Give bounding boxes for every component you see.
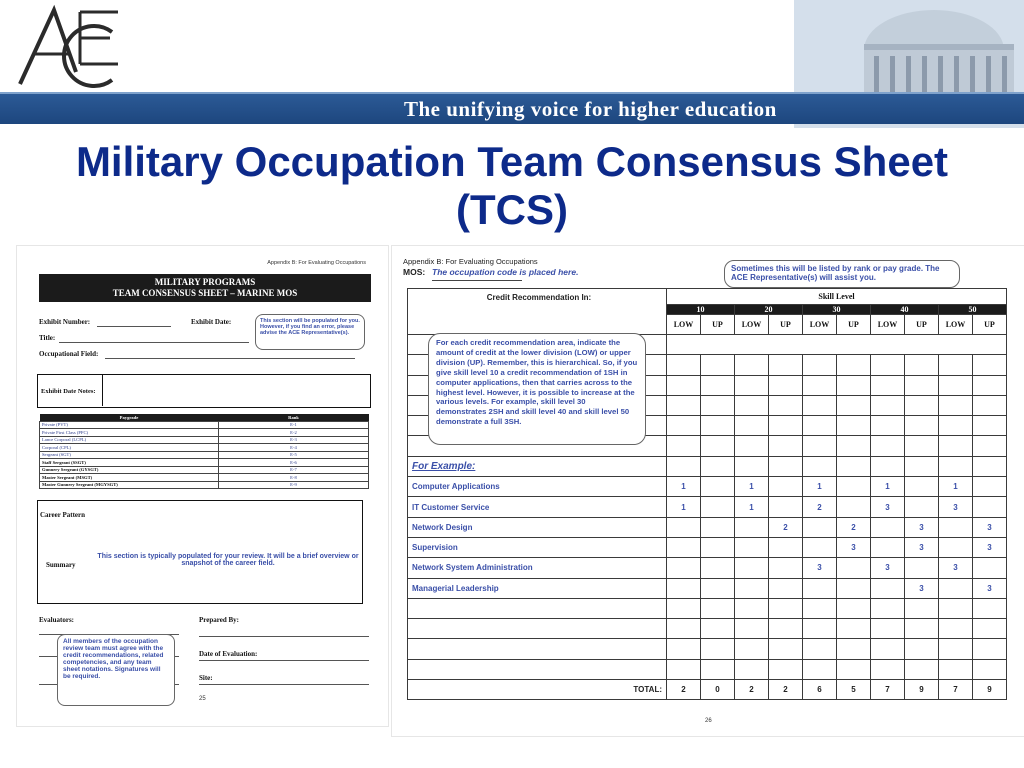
credit-value-cell — [667, 375, 701, 395]
row-label: Computer Applications — [408, 477, 667, 497]
credit-value-cell — [735, 558, 769, 578]
table-row — [40, 451, 369, 459]
credit-value-cell — [803, 639, 837, 659]
credit-value-cell — [939, 355, 973, 375]
credit-value-cell — [837, 436, 871, 456]
skill-level-header: Skill Level — [667, 289, 1007, 305]
credit-value-cell — [871, 395, 905, 415]
title-line — [59, 342, 249, 343]
credit-value-cell — [803, 537, 837, 557]
credit-value-cell — [701, 598, 735, 618]
credit-value-cell — [973, 456, 1007, 476]
blank-row-span — [667, 335, 1007, 355]
credit-value-cell — [871, 456, 905, 476]
credit-value-cell: 1 — [735, 477, 769, 497]
slide-title — [0, 138, 1024, 234]
credit-value-cell — [973, 659, 1007, 679]
credit-value-cell: 3 — [973, 517, 1007, 537]
paygrade-cell: Master Gunnery Sergeant (MGYSGT) — [40, 481, 219, 489]
credit-value-cell — [973, 477, 1007, 497]
credit-value-cell — [667, 355, 701, 375]
table-row — [408, 680, 1007, 700]
credit-value-cell: 1 — [939, 477, 973, 497]
credit-value-cell: 3 — [905, 578, 939, 598]
occupational-field-label: Occupational Field: — [39, 350, 99, 358]
credit-value-cell — [939, 436, 973, 456]
paygrade-cell: Master Sergeant (MSGT) — [40, 474, 219, 482]
credit-value-cell — [871, 355, 905, 375]
credit-value-cell — [701, 639, 735, 659]
credit-value-cell — [667, 436, 701, 456]
credit-value-cell — [939, 578, 973, 598]
up-column-header: UP — [837, 315, 871, 335]
paygrade-cell: Private (PVT) — [40, 421, 219, 429]
credit-value-cell — [701, 517, 735, 537]
row-label: Managerial Leadership — [408, 578, 667, 598]
summary-note: This section is typically populated for your review. It will be a brief overview or snapshot of the career field. — [97, 553, 359, 567]
credit-value-cell — [837, 558, 871, 578]
credit-value-cell — [803, 578, 837, 598]
credit-value-cell — [803, 517, 837, 537]
credit-value-cell — [769, 355, 803, 375]
credit-value-cell — [837, 416, 871, 436]
rank-cell: E-5 — [219, 451, 369, 459]
table-row — [40, 481, 369, 489]
credit-value-cell: 2 — [837, 517, 871, 537]
credit-value-cell: 0 — [701, 680, 735, 700]
credit-value-cell — [735, 375, 769, 395]
credit-value-cell — [905, 355, 939, 375]
credit-value-cell: 3 — [871, 558, 905, 578]
credit-value-cell: 6 — [803, 680, 837, 700]
credit-value-cell — [973, 598, 1007, 618]
table-row — [40, 436, 369, 444]
slide-title-line2: (TCS) — [456, 186, 568, 233]
credit-value-cell — [939, 639, 973, 659]
credit-value-cell — [871, 619, 905, 639]
credit-value-cell: 3 — [871, 497, 905, 517]
date-of-evaluation-line — [199, 660, 369, 661]
header-banner — [0, 0, 1024, 128]
credit-value-cell — [837, 497, 871, 517]
skill-level-20: 20 — [735, 305, 803, 315]
slide-title-line1: Military Occupation Team Consensus Sheet — [75, 138, 949, 185]
credit-value-cell — [769, 578, 803, 598]
credit-value-cell — [939, 395, 973, 415]
credit-value-cell — [905, 375, 939, 395]
credit-value-cell — [769, 456, 803, 476]
credit-value-cell — [871, 578, 905, 598]
credit-value-cell — [701, 619, 735, 639]
skill-level-10: 10 — [667, 305, 735, 315]
credit-value-cell — [939, 619, 973, 639]
row-label: Supervision — [408, 537, 667, 557]
credit-value-cell — [803, 598, 837, 618]
table-row — [40, 466, 369, 474]
credit-value-cell — [701, 416, 735, 436]
credit-value-cell — [701, 375, 735, 395]
credit-value-cell — [905, 436, 939, 456]
credit-value-cell — [939, 375, 973, 395]
callout-credit-recommendation: For each credit recommendation area, indicate the amount of credit at the lower division (LOW) or upper division (UP). Remember, this is hierarchical. So, if you give skill level 10 a credit recommendation of 1SH in computer applications, then that carries across to the highest level. However, it is possible to increase at the various levels. For example, skill level 30 demonstrates 2SH and skill level 40 and skill level 50 demonstrate a full 3SH. — [428, 333, 646, 445]
credit-value-cell: 9 — [973, 680, 1007, 700]
row-label: For Example: — [408, 456, 667, 476]
credit-value-cell — [871, 436, 905, 456]
rank-cell: E-1 — [219, 421, 369, 429]
credit-value-cell — [905, 416, 939, 436]
up-column-header: UP — [905, 315, 939, 335]
callout-evaluators: All members of the occupation review team must agree with the credit recommendations, related competencies, and any team sheet notations. Signatures will be required. — [57, 634, 175, 706]
rank-cell: E-2 — [219, 429, 369, 437]
table-row — [408, 619, 1007, 639]
credit-value-cell — [735, 416, 769, 436]
credit-value-cell: 3 — [837, 537, 871, 557]
credit-value-cell — [837, 659, 871, 679]
credit-value-cell — [871, 416, 905, 436]
row-label — [408, 619, 667, 639]
credit-value-cell — [769, 639, 803, 659]
credit-value-cell — [905, 456, 939, 476]
credit-value-cell: 2 — [769, 680, 803, 700]
table-row — [408, 497, 1007, 517]
credit-value-cell — [905, 659, 939, 679]
paygrade-cell: Sergeant (SGT) — [40, 451, 219, 459]
page-number: 26 — [705, 718, 712, 724]
credit-value-cell — [871, 375, 905, 395]
exhibit-date-label: Exhibit Date: — [191, 318, 232, 326]
credit-value-cell — [837, 477, 871, 497]
up-column-header: UP — [701, 315, 735, 335]
low-column-header: LOW — [735, 315, 769, 335]
career-pattern-label: Career Pattern — [40, 511, 86, 519]
credit-value-cell — [837, 598, 871, 618]
table-row — [40, 459, 369, 467]
credit-value-cell: 7 — [871, 680, 905, 700]
credit-value-cell: 9 — [905, 680, 939, 700]
credit-value-cell — [769, 619, 803, 639]
credit-value-cell — [939, 456, 973, 476]
credit-value-cell: 3 — [905, 517, 939, 537]
table-row — [408, 659, 1007, 679]
credit-value-cell — [769, 659, 803, 679]
credit-value-cell — [939, 416, 973, 436]
rank-cell: E-9 — [219, 481, 369, 489]
rank-header: Rank — [219, 414, 369, 421]
paygrade-header: Paygrade — [40, 414, 219, 421]
rank-cell: E-8 — [219, 474, 369, 482]
credit-value-cell — [803, 355, 837, 375]
low-column-header: LOW — [803, 315, 837, 335]
row-label: IT Customer Service — [408, 497, 667, 517]
credit-value-cell — [769, 598, 803, 618]
credit-value-cell: 2 — [769, 517, 803, 537]
row-label — [408, 639, 667, 659]
consensus-sheet-page-25 — [17, 246, 388, 726]
credit-value-cell — [769, 436, 803, 456]
table-row — [408, 598, 1007, 618]
paygrade-cell: Lance Corporal (LCPL) — [40, 436, 219, 444]
credit-value-cell — [769, 395, 803, 415]
credit-value-cell — [701, 395, 735, 415]
credit-value-cell: 5 — [837, 680, 871, 700]
mos-underline — [432, 280, 522, 281]
credit-value-cell — [735, 659, 769, 679]
exhibit-number-line — [97, 326, 171, 327]
prepared-by-line — [199, 636, 369, 637]
credit-value-cell — [905, 639, 939, 659]
credit-value-cell — [667, 395, 701, 415]
credit-value-cell: 2 — [735, 680, 769, 700]
paygrade-cell: Gunnery Sergeant (GYSGT) — [40, 466, 219, 474]
skill-level-50: 50 — [939, 305, 1007, 315]
credit-value-cell — [803, 619, 837, 639]
credit-value-cell — [701, 497, 735, 517]
credit-value-cell — [701, 456, 735, 476]
row-label — [408, 659, 667, 679]
rank-cell: E-4 — [219, 444, 369, 452]
credit-value-cell: 3 — [973, 537, 1007, 557]
credit-value-cell — [837, 395, 871, 415]
credit-value-cell — [701, 659, 735, 679]
credit-value-cell — [701, 578, 735, 598]
paygrade-cell: Private First Class (PFC) — [40, 429, 219, 437]
row-label: Network Design — [408, 517, 667, 537]
credit-value-cell — [769, 497, 803, 517]
credit-value-cell — [973, 558, 1007, 578]
credit-value-cell — [973, 375, 1007, 395]
row-label — [408, 598, 667, 618]
mos-value: The occupation code is placed here. — [432, 267, 579, 277]
rank-cell: E-7 — [219, 466, 369, 474]
credit-value-cell — [735, 578, 769, 598]
credit-value-cell — [905, 477, 939, 497]
table-row — [408, 456, 1007, 476]
ace-logo — [14, 2, 134, 94]
exhibit-date-notes-label: Exhibit Date Notes: — [41, 388, 96, 395]
rank-cell: E-3 — [219, 436, 369, 444]
credit-value-cell — [973, 436, 1007, 456]
table-row — [408, 578, 1007, 598]
table-row — [408, 477, 1007, 497]
credit-value-cell — [667, 537, 701, 557]
credit-value-cell — [905, 598, 939, 618]
credit-value-cell — [667, 558, 701, 578]
credit-value-cell — [769, 416, 803, 436]
credit-value-cell — [905, 558, 939, 578]
credit-value-cell — [735, 639, 769, 659]
credit-value-cell — [803, 456, 837, 476]
credit-value-cell — [871, 537, 905, 557]
row-label: TOTAL: — [408, 680, 667, 700]
exhibit-number-label: Exhibit Number: — [39, 318, 91, 326]
skill-level-30: 30 — [803, 305, 871, 315]
credit-value-cell: 1 — [871, 477, 905, 497]
credit-value-cell — [701, 558, 735, 578]
credit-value-cell — [939, 537, 973, 557]
credit-value-cell — [667, 619, 701, 639]
credit-value-cell — [735, 619, 769, 639]
credit-value-cell: 1 — [667, 477, 701, 497]
title-label: Title: — [39, 334, 56, 342]
credit-value-cell: 1 — [667, 497, 701, 517]
paygrade-cell: Staff Sergeant (SSGT) — [40, 459, 219, 467]
credit-value-cell: 2 — [803, 497, 837, 517]
credit-value-cell — [905, 395, 939, 415]
credit-value-cell: 3 — [803, 558, 837, 578]
credit-value-cell — [803, 375, 837, 395]
credit-value-cell — [667, 598, 701, 618]
credit-value-cell — [837, 619, 871, 639]
credit-value-cell — [837, 578, 871, 598]
credit-value-cell — [769, 477, 803, 497]
sheet-header-line2: TEAM CONSENSUS SHEET – MARINE MOS — [112, 288, 298, 298]
credit-value-cell — [667, 578, 701, 598]
credit-value-cell: 3 — [939, 558, 973, 578]
tagline: The unifying voice for higher education — [404, 97, 777, 121]
credit-value-cell — [939, 659, 973, 679]
mos-label: MOS: — [403, 267, 426, 277]
credit-value-cell — [905, 619, 939, 639]
table-row — [408, 639, 1007, 659]
table-row — [40, 474, 369, 482]
sheet-header-line1: MILITARY PROGRAMS — [154, 277, 256, 287]
skill-level-40: 40 — [871, 305, 939, 315]
credit-value-cell: 1 — [735, 497, 769, 517]
site-line — [199, 684, 369, 685]
site-label: Site: — [199, 674, 213, 682]
table-row — [408, 537, 1007, 557]
table-row — [408, 517, 1007, 537]
up-column-header: UP — [973, 315, 1007, 335]
credit-value-cell — [701, 477, 735, 497]
consensus-sheet-page-26 — [392, 246, 1024, 736]
credit-value-cell — [735, 517, 769, 537]
credit-value-cell — [701, 537, 735, 557]
low-column-header: LOW — [667, 315, 701, 335]
summary-label: Summary — [46, 561, 76, 569]
credit-value-cell — [769, 537, 803, 557]
table-row — [40, 421, 369, 429]
credit-value-cell — [939, 517, 973, 537]
credit-value-cell — [837, 456, 871, 476]
credit-value-cell: 1 — [803, 477, 837, 497]
credit-value-cell — [735, 537, 769, 557]
appendix-label: Appendix B: For Evaluating Occupations — [403, 257, 538, 266]
credit-value-cell — [973, 416, 1007, 436]
credit-value-cell — [735, 436, 769, 456]
credit-value-cell — [973, 619, 1007, 639]
appendix-label: Appendix B: For Evaluating Occupations — [267, 260, 366, 266]
table-row — [40, 429, 369, 437]
paygrade-cell: Corporal (CPL) — [40, 444, 219, 452]
credit-value-cell — [837, 355, 871, 375]
exhibit-date-notes-box — [37, 374, 371, 408]
credit-value-cell — [667, 517, 701, 537]
credit-value-cell — [973, 355, 1007, 375]
table-row — [408, 558, 1007, 578]
credit-header: Credit Recommendation In: — [408, 289, 667, 335]
occupational-field-line — [105, 358, 355, 359]
credit-value-cell — [769, 558, 803, 578]
credit-value-cell — [667, 416, 701, 436]
credit-value-cell — [803, 416, 837, 436]
rank-cell: E-6 — [219, 459, 369, 467]
date-of-evaluation-label: Date of Evaluation: — [199, 650, 258, 658]
credit-value-cell: 3 — [905, 537, 939, 557]
sheet-header — [39, 274, 371, 302]
credit-value-cell — [871, 598, 905, 618]
credit-value-cell — [803, 436, 837, 456]
row-label: Network System Administration — [408, 558, 667, 578]
credit-value-cell — [871, 639, 905, 659]
prepared-by-label: Prepared By: — [199, 616, 239, 624]
credit-value-cell — [973, 639, 1007, 659]
credit-value-cell — [871, 659, 905, 679]
credit-value-cell — [701, 436, 735, 456]
callout-date: This section will be populated for you. However, if you find an error, please advise the ACE Representative(s). — [255, 314, 365, 350]
up-column-header: UP — [769, 315, 803, 335]
paygrade-rank-table — [39, 414, 369, 489]
credit-value-cell — [667, 639, 701, 659]
evaluators-label: Evaluators: — [39, 616, 74, 624]
credit-value-cell — [667, 456, 701, 476]
low-column-header: LOW — [871, 315, 905, 335]
credit-value-cell — [803, 395, 837, 415]
credit-value-cell: 3 — [973, 578, 1007, 598]
career-pattern-box — [37, 500, 363, 604]
credit-value-cell — [735, 355, 769, 375]
callout-skill-level: Sometimes this will be listed by rank or pay grade. The ACE Representative(s) will assist you. — [724, 260, 960, 288]
credit-value-cell — [973, 497, 1007, 517]
credit-value-cell — [735, 395, 769, 415]
credit-value-cell — [871, 517, 905, 537]
credit-value-cell — [905, 497, 939, 517]
credit-value-cell — [701, 355, 735, 375]
credit-value-cell: 7 — [939, 680, 973, 700]
notes-divider — [102, 375, 103, 406]
page-number: 25 — [199, 696, 206, 702]
low-column-header: LOW — [939, 315, 973, 335]
credit-value-cell — [769, 375, 803, 395]
credit-value-cell — [735, 456, 769, 476]
credit-value-cell — [837, 375, 871, 395]
credit-value-cell: 3 — [939, 497, 973, 517]
credit-value-cell — [939, 598, 973, 618]
credit-value-cell — [667, 659, 701, 679]
credit-value-cell — [837, 639, 871, 659]
credit-value-cell — [735, 598, 769, 618]
credit-value-cell — [973, 395, 1007, 415]
credit-value-cell: 2 — [667, 680, 701, 700]
table-row — [40, 444, 369, 452]
credit-value-cell — [803, 659, 837, 679]
